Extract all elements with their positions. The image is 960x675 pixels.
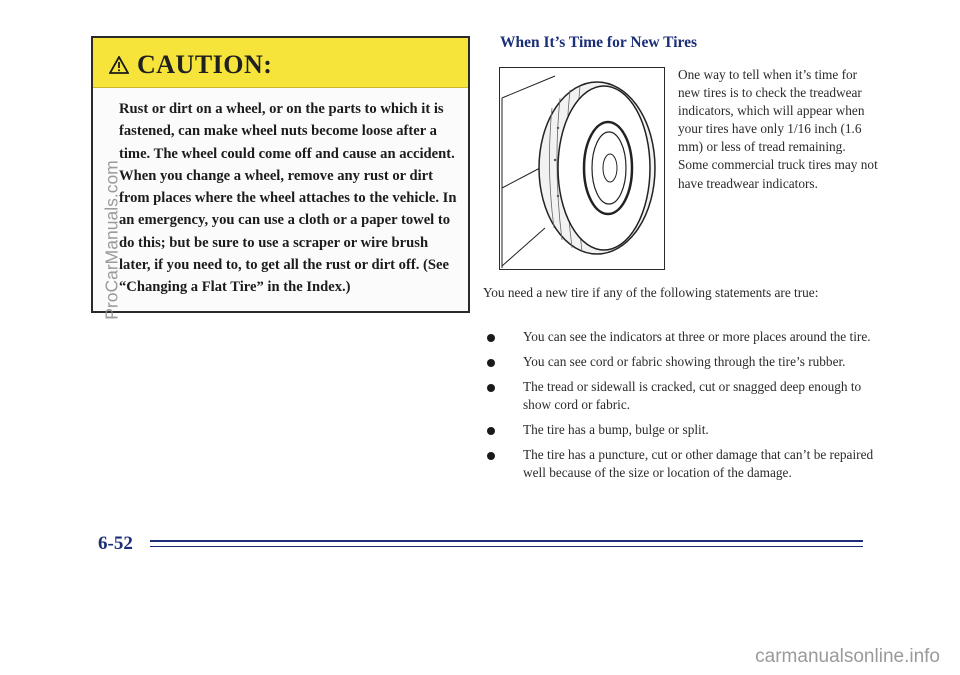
list-item (483, 378, 883, 414)
side-watermark: ProCarManuals.com (101, 160, 122, 320)
bullet-icon (487, 359, 495, 367)
bullet-icon (487, 334, 495, 342)
caution-header (93, 38, 468, 88)
footer-rule (150, 540, 863, 542)
list-item-text: The tread or sidewall is cracked, cut or snagged deep enough to show cord or fabric. (523, 379, 862, 412)
new-tire-intro: You need a new tire if any of the following statements are true: (483, 285, 819, 300)
footer-rule-thin (150, 546, 863, 547)
tire-illustration (500, 68, 663, 268)
caution-box (91, 36, 470, 313)
list-item-text: You can see cord or fabric showing through the tire’s rubber. (523, 354, 846, 369)
section-heading: When It’s Time for New Tires (500, 34, 698, 51)
list-item-text: You can see the indicators at three or more places around the tire. (523, 329, 871, 344)
list-item (483, 353, 883, 371)
caution-text: Rust or dirt on a wheel, or on the parts to which it is fastened, can make wheel nuts become loose after a time. The wheel could come off and cause an accident. When you change a wheel, remove any rust or dirt from places where the wheel attaches to the vehicle. In an emergency, you can use a cloth or a paper towel to do this; but be sure to use a scraper or wire brush later, if you need to, to get all the rust or dirt off. (See “Changing a Flat Tire” in the Index.) (119, 101, 457, 296)
caution-title: CAUTION: (137, 49, 273, 79)
list-item (483, 446, 883, 482)
list-item-text: The tire has a puncture, cut or other damage that can’t be repaired well because of the size or location of the damage. (523, 447, 874, 480)
treadwear-description: One way to tell when it’s time for new tires is to check the treadwear indicators, which will appear when your tires have only 1/16 inch (1.6 mm) or less of tread remaining. Some commercial truck tires may not have treadwear indicators. (678, 67, 878, 191)
list-item-text: The tire has a bump, bulge or split. (523, 422, 709, 437)
list-item (483, 328, 883, 346)
list-item (483, 421, 883, 439)
tire-figure (499, 67, 665, 270)
bullet-icon (487, 452, 495, 460)
bullet-icon (487, 427, 495, 435)
bottom-watermark: carmanualsonline.info (755, 646, 940, 667)
bullet-icon (487, 384, 495, 392)
warning-triangle-icon (109, 56, 129, 74)
condition-list (483, 328, 883, 489)
page-number: 6-52 (98, 533, 133, 554)
